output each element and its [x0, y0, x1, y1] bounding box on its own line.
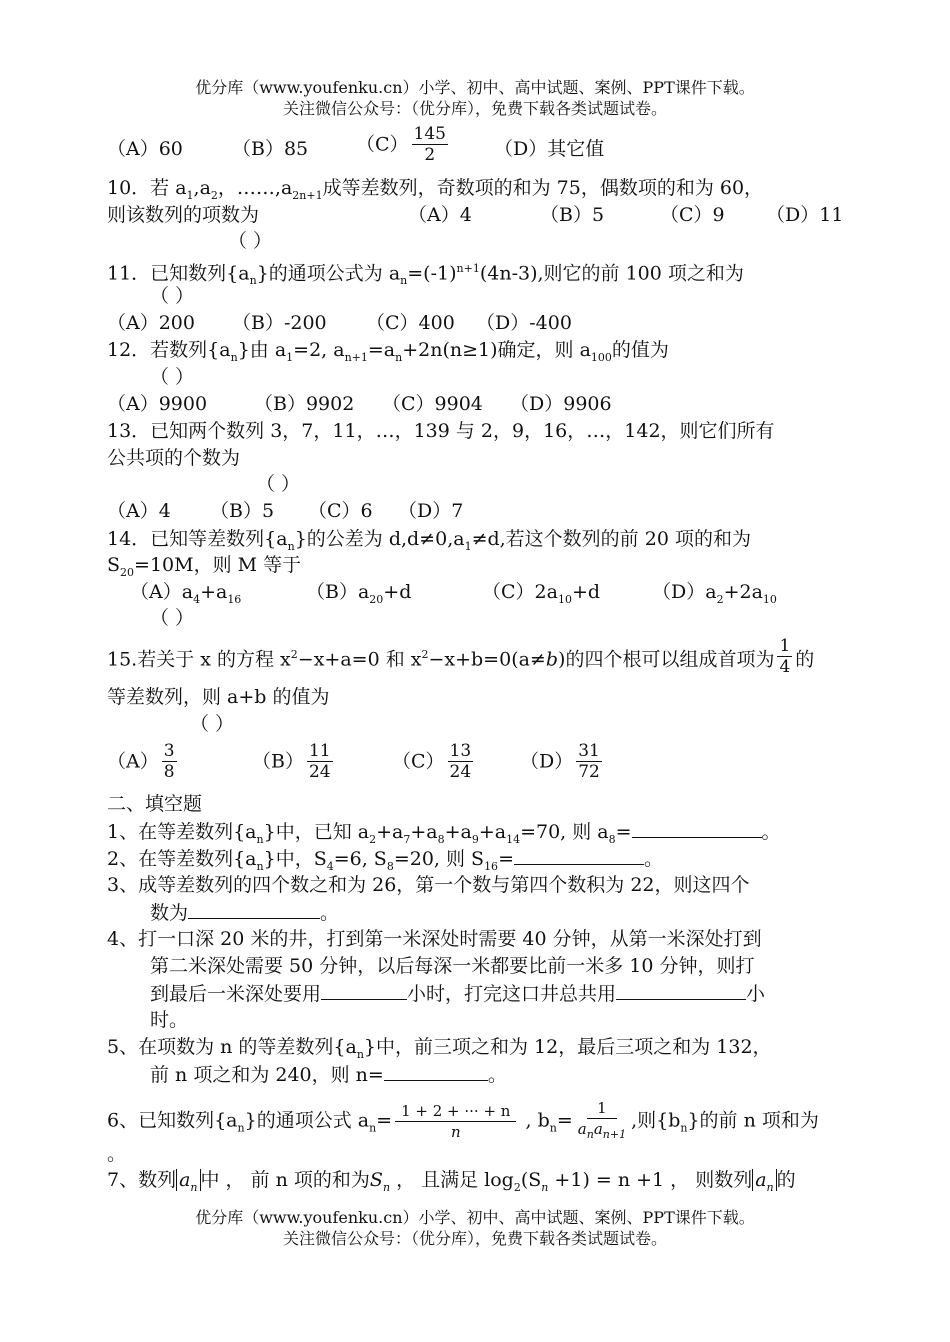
q10-option-a: （A）4	[408, 204, 472, 226]
fill-6: 6、已知数列$\{a_n\}$的通项公式 $a_n=$ $\frac{1 + 2 + \cdot\cdot\cdot + n}{n}$ , $b_n=$ $\frac{1}{a_na_{n+1}}$ ,则$\{b_n\}$的前 n 项和为	[107, 1099, 819, 1141]
q15-option-d: （D） $\frac{31}{72}$	[520, 741, 600, 782]
answer-blank[interactable]	[632, 819, 762, 838]
q14-answer-paren: （ ）	[150, 607, 195, 629]
q14-stem-line-2: $S_{20}=10M$，则 M 等于	[107, 554, 302, 579]
q9-option-a: （A）60	[107, 138, 183, 160]
q12-answer-paren: （ ）	[150, 366, 195, 388]
q14-stem: 14．已知等差数列$\{a_n\}$的公差为 $d,d\ne 0,a_1\ne d$,若这个数列的前 20 项的和为	[107, 528, 751, 553]
q15-answer-paren: （ ）	[190, 713, 235, 735]
q15-option-c: （C） $\frac{13}{24}$	[392, 741, 472, 782]
q15-option-b: （B） $\frac{11}{24}$	[252, 741, 331, 782]
q14-option-a: $(A)a_4+a_{16}$	[130, 581, 242, 606]
fill-3: 3、成等差数列的四个数之和为 26，第一个数与第四个数积为 22，则这四个	[107, 874, 750, 896]
q10-answer-paren: （ ）	[228, 230, 273, 252]
answer-blank[interactable]	[384, 1062, 488, 1081]
q13-answer-paren: （ ）	[256, 473, 301, 495]
q14-option-d: $(D)a_2+2a_{10}$	[652, 581, 777, 606]
q11-option-b: （B）-200	[232, 312, 327, 334]
q13-option-c: （C）6	[308, 500, 373, 522]
answer-blank[interactable]	[616, 981, 746, 1000]
q10-stem-line-2: 则该数列的项数为	[107, 204, 260, 226]
fill-4-line-2: 第二米深处需要 50 分钟，以后每深一米都要比前一米多 10 分钟，则打	[150, 955, 755, 977]
q12-option-b: （B）9902	[254, 393, 355, 415]
fill-5: 5、在项数为 n 的等差数列$\{a_n\}$中，前三项之和为 12，最后三项之和为 132，	[107, 1036, 772, 1061]
page-footer-line-1: 优分库（www.youfenku.cn）小学、初中、高中试题、案例、PPT课件下载。	[195, 1208, 755, 1227]
q15-stem: 15.若关于 x 的方程 $x^2-x+a=0$ 和 $x^2-x+b=0(a\ne b)$的四个根可以组成首项为 $\frac{1}{4}$ 的	[107, 635, 815, 677]
q9-option-c: （C） $\frac{145}{2}$	[356, 124, 446, 165]
fill-4-line-3: 到最后一米深处要用 小时，打完这口井总共用 小	[150, 983, 766, 1005]
fill-5-line-2: 前 n 项之和为 240，则 n= 。	[150, 1064, 507, 1086]
q9-option-b: （B）85	[232, 138, 309, 160]
fill-4-line-4: 时。	[150, 1009, 189, 1031]
fill-7: 7、数列 $a_n$ 中 ， 前 n 项的和为$S_n$ ， 且满足 $\log_2(S_n +1) = n +1$ ， 则数列 $a_n$ 的	[107, 1169, 796, 1194]
q13-stem: 13．已知两个数列 3，7，11，…，139 与 2，9，16，…，142，则它们所有	[107, 420, 775, 442]
q14-option-c: $(C)2a_{10}+d$	[482, 581, 601, 606]
q10-option-b: （B）5	[540, 204, 605, 226]
q12-stem: 12．若数列$\{a_n\}$由 $a_1=2$, $a_{n+1}=a_n+2n(n\ge 1)$确定，则 $a_{100}$的值为	[107, 339, 669, 364]
q10-stem: 10．若 $a_1,a_2$，$\dots\dots,a_{2n+1}$成等差数列，奇数项的和为 75，偶数项的和为 60，	[107, 177, 764, 202]
q12-option-c: （C）9904	[382, 393, 483, 415]
fill-6-line-2: 。	[107, 1143, 127, 1165]
q13-stem-line-2: 公共项的个数为	[107, 447, 241, 469]
answer-blank[interactable]	[514, 846, 644, 865]
q15-option-a: （A） $\frac{3}{8}$	[107, 741, 175, 782]
q12-option-a: （A）9900	[107, 393, 208, 415]
q14-option-b: $(B)a_{20}+d$	[306, 581, 412, 606]
q9-option-d: （D）其它值	[494, 138, 605, 160]
q10-option-d: （D）11	[766, 204, 844, 226]
q15-stem-line-2: 等差数列，则 a+b 的值为	[107, 686, 330, 708]
fill-4: 4、打一口深 20 米的井，打到第一米深处时需要 40 分钟，从第一米深处打到	[107, 928, 762, 950]
q13-option-d: （D）7	[398, 500, 464, 522]
q11-stem: 11．已知数列$\{a_n\}$的通项公式为 $a_n=(-1)^{n+1}(4n-3)$,则它的前 100 项之和为	[107, 262, 744, 288]
q13-option-a: （A）4	[107, 500, 171, 522]
q11-answer-paren: （ ）	[150, 285, 195, 307]
answer-blank[interactable]	[188, 900, 320, 919]
page-header-line-2: 关注微信公众号：（优分库），免费下载各类试题试卷。	[282, 99, 667, 118]
q11-option-d: （D）-400	[476, 312, 572, 334]
page-footer-line-2: 关注微信公众号：（优分库），免费下载各类试题试卷。	[282, 1229, 667, 1248]
fill-2: 2、在等差数列$\{a_n\}$中，$S_4=6$, $S_8=20$, 则 $S_{16}=$ 。	[107, 848, 663, 873]
fill-3-line-2: 数为 。	[150, 902, 340, 924]
section-heading-fill-in: 二、填空题	[107, 793, 203, 815]
q11-option-a: （A）200	[107, 312, 195, 334]
q10-option-c: （C）9	[660, 204, 725, 226]
q13-option-b: （B）5	[210, 500, 275, 522]
q11-option-c: （C）400	[366, 312, 455, 334]
answer-blank[interactable]	[321, 981, 407, 1000]
page-header-line-1: 优分库（www.youfenku.cn）小学、初中、高中试题、案例、PPT课件下载。	[195, 78, 755, 97]
q12-option-d: （D）9906	[510, 393, 612, 415]
fill-1: 1、在等差数列$\{a_n\}$中，已知 $a_2+a_7+a_8+a_9+a_{14}=70$, 则 $a_8=$ 。	[107, 821, 781, 846]
